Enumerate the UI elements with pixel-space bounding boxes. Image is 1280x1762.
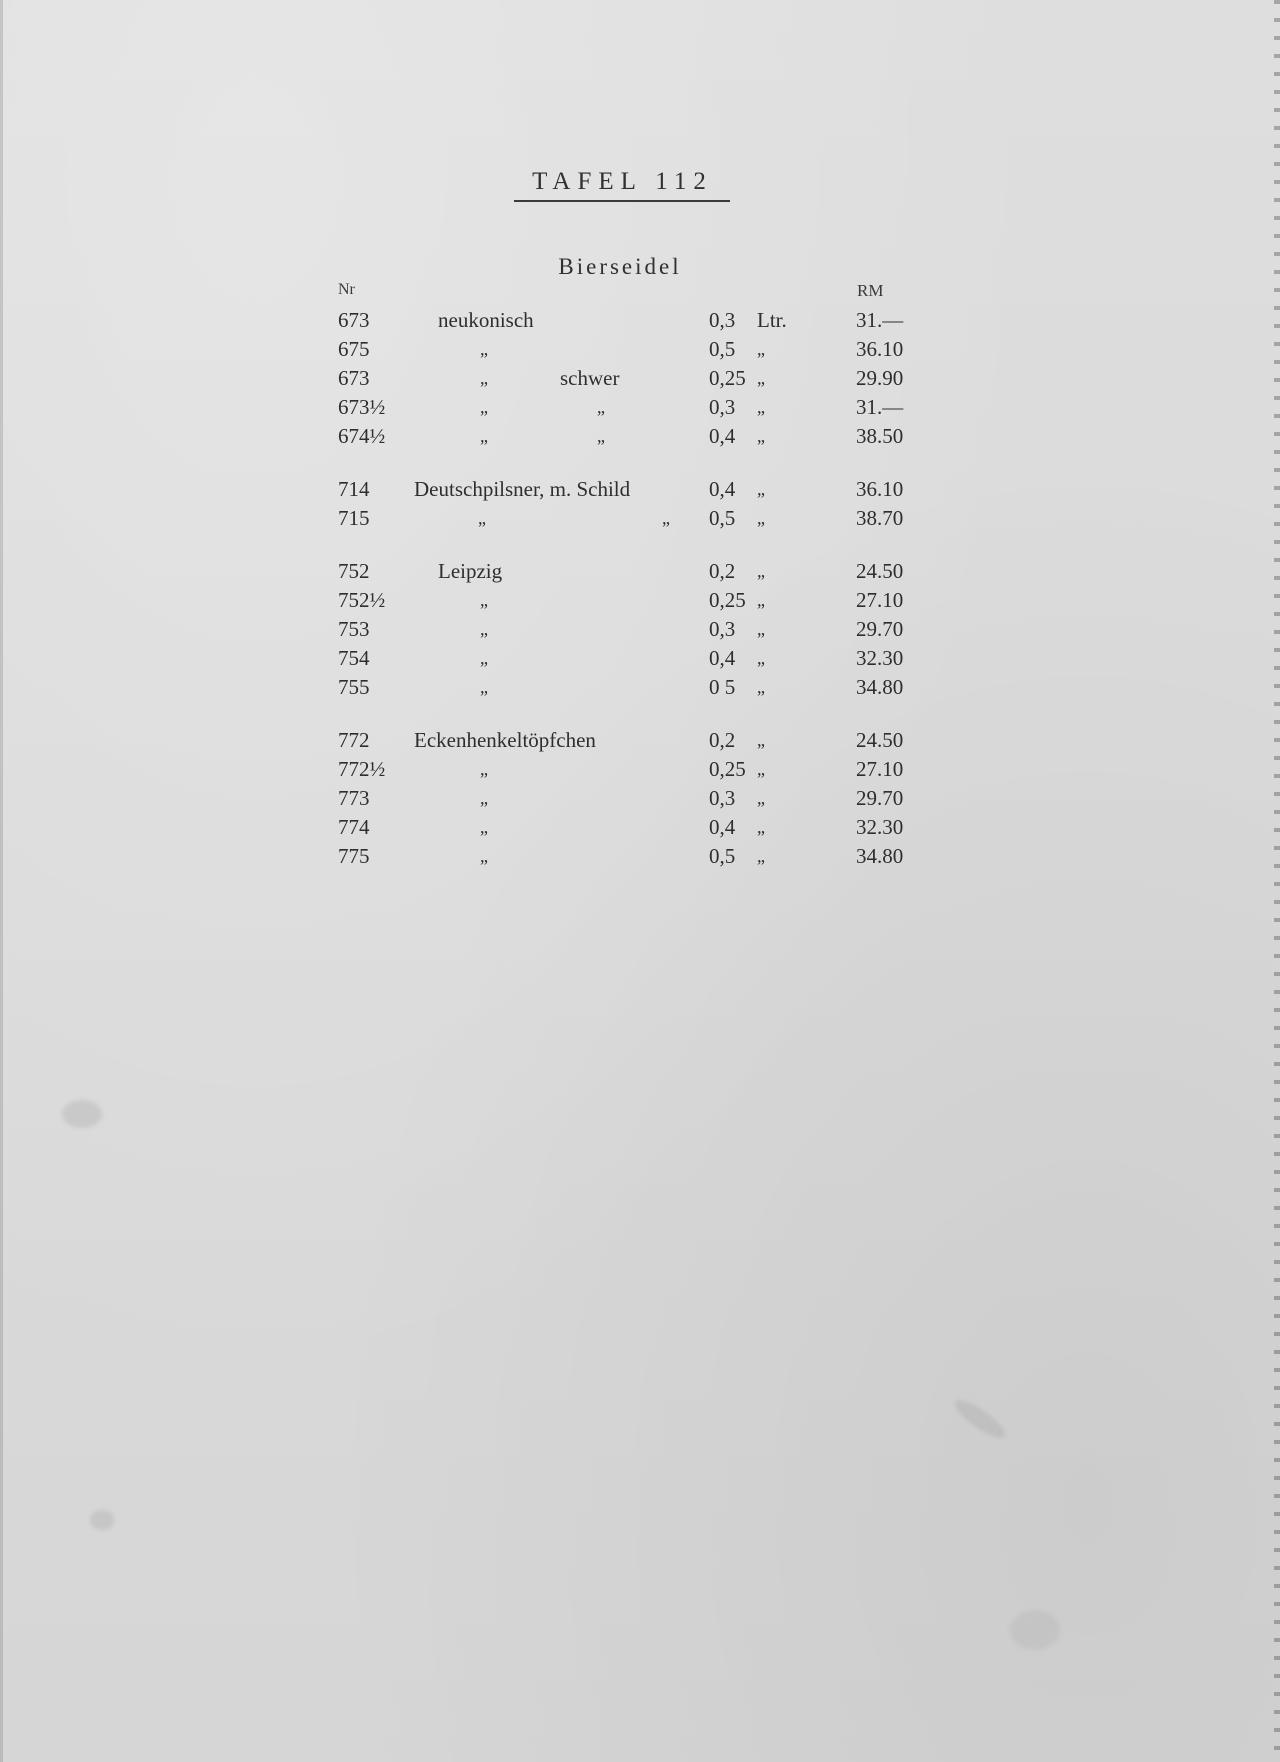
item-volume: 0,3 <box>709 308 736 332</box>
item-variant: schwer <box>560 366 620 390</box>
item-price: 29.90 <box>856 366 904 390</box>
item-price: 24.50 <box>856 559 904 583</box>
item-name: „ <box>480 846 488 866</box>
item-volume: 0,2 <box>709 728 736 752</box>
item-name: neukonisch <box>438 308 534 332</box>
paper-stain <box>90 1510 114 1530</box>
item-unit: „ <box>757 479 765 499</box>
table-row <box>0 475 1280 504</box>
item-unit: „ <box>757 677 765 697</box>
item-number: 772 <box>338 728 370 752</box>
item-unit: „ <box>757 508 765 528</box>
item-unit: „ <box>757 648 765 668</box>
item-unit: „ <box>757 788 765 808</box>
title-underline <box>514 200 730 202</box>
item-number: 774 <box>338 815 370 839</box>
item-price: 34.80 <box>856 844 904 868</box>
item-price: 29.70 <box>856 786 904 810</box>
item-volume: 0,4 <box>709 815 736 839</box>
table-row <box>0 813 1280 842</box>
table-row <box>0 842 1280 871</box>
item-number: 752½ <box>338 588 386 612</box>
paper-stain <box>1010 1610 1060 1650</box>
table-row <box>0 726 1280 755</box>
item-volume: 0 5 <box>709 675 736 699</box>
item-unit: „ <box>757 846 765 866</box>
item-unit: „ <box>757 561 765 581</box>
table-row <box>0 393 1280 422</box>
item-unit: „ <box>757 817 765 837</box>
item-price: 38.70 <box>856 506 904 530</box>
page-left-edge <box>0 0 3 1762</box>
item-number: 673 <box>338 308 370 332</box>
item-number: 775 <box>338 844 370 868</box>
item-unit: „ <box>757 397 765 417</box>
item-number: 773 <box>338 786 370 810</box>
item-name: „ <box>480 648 488 668</box>
table-row <box>0 306 1280 335</box>
item-name: „ <box>480 368 488 388</box>
item-price: 29.70 <box>856 617 904 641</box>
item-unit: „ <box>757 426 765 446</box>
item-price: 27.10 <box>856 757 904 781</box>
item-number: 674½ <box>338 424 386 448</box>
item-volume: 0,4 <box>709 646 736 670</box>
item-volume: 0,5 <box>709 844 736 868</box>
page-title: TAFEL 112 <box>532 168 713 195</box>
item-price: 32.30 <box>856 815 904 839</box>
paper-stain <box>950 1394 1009 1443</box>
item-price: 36.10 <box>856 337 904 361</box>
item-price: 27.10 <box>856 588 904 612</box>
item-volume: 0,3 <box>709 395 736 419</box>
item-volume: 0,2 <box>709 559 736 583</box>
item-price: 34.80 <box>856 675 904 699</box>
page-right-edge <box>1274 0 1280 1762</box>
table-row <box>0 673 1280 702</box>
item-volume: 0,3 <box>709 786 736 810</box>
item-volume: 0,4 <box>709 424 736 448</box>
item-number: 715 <box>338 506 370 530</box>
column-header-price: RM <box>857 281 884 300</box>
item-name: „ <box>480 817 488 837</box>
item-number: 753 <box>338 617 370 641</box>
item-name: Leipzig <box>438 559 503 583</box>
item-name: Deutschpilsner, m. Schild <box>414 477 631 501</box>
item-name: Eckenhenkeltöpfchen <box>414 728 596 752</box>
item-unit: „ <box>757 339 765 359</box>
item-name: „ <box>480 426 488 446</box>
item-variant: „ <box>597 397 605 417</box>
item-price: 36.10 <box>856 477 904 501</box>
paper-stain <box>62 1100 102 1128</box>
item-number: 714 <box>338 477 370 501</box>
item-variant: „ <box>597 426 605 446</box>
item-name: „ <box>480 788 488 808</box>
item-number: 752 <box>338 559 370 583</box>
table-row <box>0 586 1280 615</box>
item-number: 673 <box>338 366 370 390</box>
item-number: 755 <box>338 675 370 699</box>
item-unit: „ <box>757 759 765 779</box>
table-row <box>0 557 1280 586</box>
table-row <box>0 422 1280 451</box>
table-row <box>0 615 1280 644</box>
item-number: 754 <box>338 646 370 670</box>
item-volume: 0,3 <box>709 617 736 641</box>
table-row <box>0 335 1280 364</box>
item-name: „ <box>480 677 488 697</box>
item-number: 675 <box>338 337 370 361</box>
item-number: 772½ <box>338 757 386 781</box>
item-price: 24.50 <box>856 728 904 752</box>
item-name: „ <box>480 590 488 610</box>
item-price: 32.30 <box>856 646 904 670</box>
item-unit: Ltr. <box>757 308 787 332</box>
item-price: 31.— <box>856 308 904 332</box>
item-volume: 0,5 <box>709 337 736 361</box>
table-row <box>0 364 1280 393</box>
table-row <box>0 755 1280 784</box>
table-row <box>0 504 1280 533</box>
column-header-nr: Nr <box>338 281 355 298</box>
item-variant: „ <box>662 508 670 528</box>
item-name: „ <box>480 339 488 359</box>
item-name: „ <box>480 759 488 779</box>
section-heading: Bierseidel <box>558 254 682 279</box>
item-price: 38.50 <box>856 424 904 448</box>
item-unit: „ <box>757 619 765 639</box>
table-row <box>0 784 1280 813</box>
item-volume: 0,5 <box>709 506 736 530</box>
item-name: „ <box>480 619 488 639</box>
item-unit: „ <box>757 730 765 750</box>
item-unit: „ <box>757 368 765 388</box>
item-price: 31.— <box>856 395 904 419</box>
item-number: 673½ <box>338 395 386 419</box>
item-name: „ <box>478 508 486 528</box>
item-name: „ <box>480 397 488 417</box>
item-unit: „ <box>757 590 765 610</box>
item-volume: 0,25 <box>709 757 746 781</box>
item-volume: 0,4 <box>709 477 736 501</box>
table-row <box>0 644 1280 673</box>
item-volume: 0,25 <box>709 366 746 390</box>
item-volume: 0,25 <box>709 588 746 612</box>
